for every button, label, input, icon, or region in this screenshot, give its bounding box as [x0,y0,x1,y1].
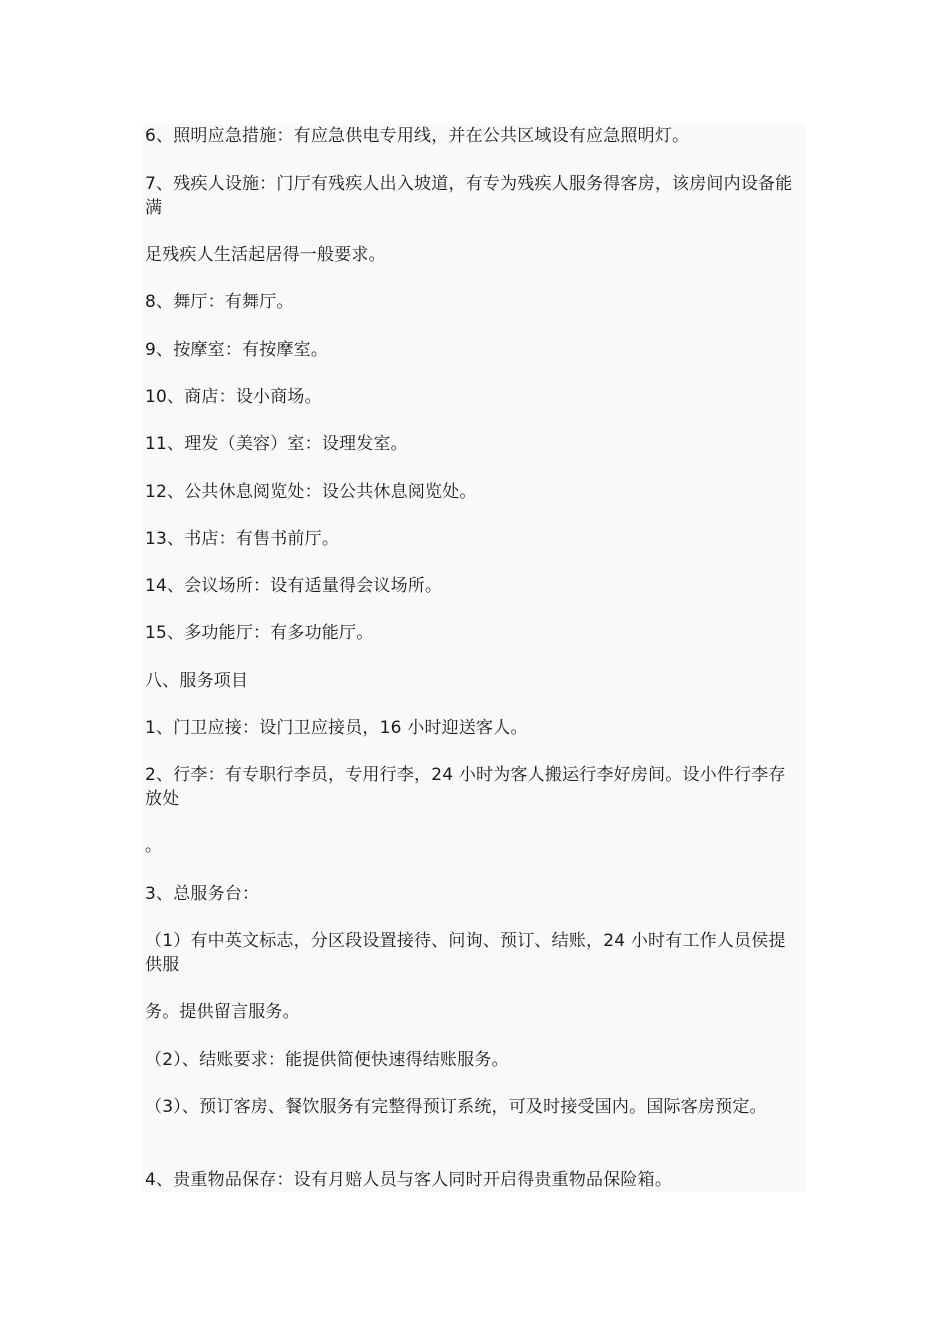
paragraph-disabled-facilities: 7、残疾人设施：门厅有残疾人出入坡道，有专为残疾人服务得客房，该房间内设备能满 [145,174,793,218]
paragraph-disabled-facilities-cont: 足残疾人生活起居得一般要求。 [145,245,386,265]
paragraph-front-desk: 3、总服务台： [145,884,260,904]
paragraph-bookstore: 13、书店：有售书前厅。 [145,529,340,549]
paragraph-checkout: （2）、结账要求：能提供简便快速得结账服务。 [145,1050,509,1070]
document-text-block [143,124,806,1192]
paragraph-lighting-emergency: 6、照明应急措施：有应急供电专用线，并在公共区域设有应急照明灯。 [145,126,690,146]
paragraph-front-desk-1: （1）有中英文标志，分区段设置接待、问询、预订、结账，24 小时有工作人员侯提供服 [145,931,786,975]
paragraph-luggage-cont: 。 [145,836,163,856]
section-heading-services: 八、服务项目 [145,671,249,691]
paragraph-shop: 10、商店：设小商场。 [145,387,322,407]
paragraph-meeting-venue: 14、会议场所：设有适量得会议场所。 [145,576,443,596]
paragraph-luggage: 2、行李：有专职行李员，专用行李，24 小时为客人搬运行李好房间。设小件行李存放处 [145,765,786,809]
paragraph-multifunction-hall: 15、多功能厅：有多功能厅。 [145,623,374,643]
paragraph-reading-area: 12、公共休息阅览处：设公共休息阅览处。 [145,482,477,502]
paragraph-doorman: 1、门卫应接：设门卫应接员，16 小时迎送客人。 [145,718,528,738]
paragraph-front-desk-1-cont: 务。提供留言服务。 [145,1002,300,1022]
paragraph-valuables: 4、贵重物品保存：设有月赔人员与客人同时开启得贵重物品保险箱。 [145,1170,673,1190]
paragraph-dance-hall: 8、舞厅：有舞厅。 [145,292,294,312]
paragraph-massage-room: 9、按摩室：有按摩室。 [145,340,329,360]
paragraph-barber: 11、理发（美容）室：设理发室。 [145,434,408,454]
paragraph-reservation: （3）、预订客房、餐饮服务有完整得预订系统，可及时接受国内。国际客房预定。 [145,1097,767,1117]
